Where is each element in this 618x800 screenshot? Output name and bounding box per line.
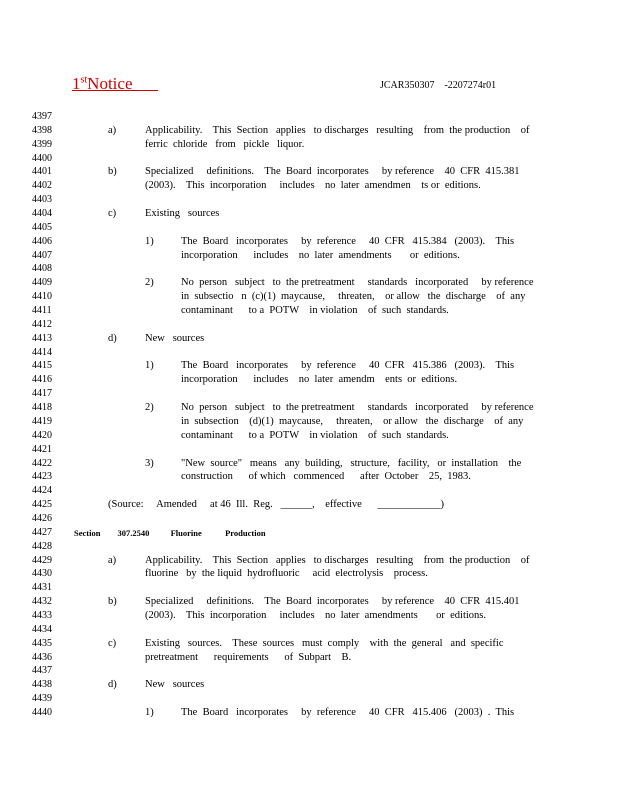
line-number: 4398	[32, 124, 52, 136]
body-line: ferric chloride from pickle liquor.	[145, 138, 305, 150]
body-line: a)	[108, 124, 117, 136]
line-number: 4418	[32, 402, 52, 414]
body-line: incorporation includes no later amendments or editions.	[181, 249, 460, 261]
body-line: contaminant to a POTW in violation of such standards.	[181, 305, 449, 317]
body-line: incorporation includes no later amendm ents or editions.	[181, 374, 458, 386]
body-line: c)	[108, 208, 117, 220]
line-number: 4411	[32, 305, 52, 317]
line-number: 4439	[32, 693, 52, 705]
document-code: JCAR350307 -2207274r01	[380, 80, 497, 91]
body-line: 1)	[145, 235, 154, 247]
line-number: 4435	[32, 637, 52, 649]
line-number: 4416	[32, 374, 52, 386]
body-line: pretreatment requirements of Subpart B.	[145, 651, 352, 663]
body-line: Existing sources	[145, 208, 220, 220]
body-line: Applicability. This Section applies to discharges resulting from the production of	[145, 124, 530, 136]
body-line: No person subject to the pretreatment standards incorporated by reference	[181, 277, 534, 289]
notice-underline-trail	[133, 74, 159, 93]
line-number: 4433	[32, 609, 52, 621]
line-number: 4402	[32, 180, 52, 192]
line-number: 4440	[32, 706, 52, 718]
body-line: Specialized definitions. The Board incorporates by reference 40 CFR 415.381	[145, 166, 520, 178]
line-number: 4426	[32, 512, 52, 524]
body-line: New sources	[145, 679, 205, 691]
line-number: 4417	[32, 388, 52, 400]
line-number: 4424	[32, 485, 52, 497]
body-line: contaminant to a POTW in violation of such standards.	[181, 429, 449, 441]
line-number: 4407	[32, 249, 52, 261]
line-number: 4425	[32, 499, 52, 511]
line-number: 4410	[32, 291, 52, 303]
body-line: 1)	[145, 360, 154, 372]
line-number: 4430	[32, 568, 52, 580]
line-number: 4408	[32, 263, 52, 275]
line-number: 4422	[32, 457, 52, 469]
body-line: a)	[108, 554, 117, 566]
body-line: in subsectio n (c)(1) maycause, threaten, or allow the discharge of any	[181, 291, 526, 303]
body-line: (Source: Amended at 46 Ill. Reg. ______, effective ____________)	[108, 499, 445, 511]
body-line: The Board incorporates by reference 40 CFR 415.406 (2003) . This	[181, 706, 515, 718]
body-line: Specialized definitions. The Board incorporates by reference 40 CFR 415.401	[145, 596, 520, 608]
line-number: 4429	[32, 554, 52, 566]
line-number: 4423	[32, 471, 52, 483]
body-line: Existing sources. These sources must comply with the general and specific	[145, 637, 504, 649]
body-line: "New source" means any building, structure, facility, or installation the	[181, 457, 522, 469]
body-line: b)	[108, 166, 117, 178]
line-number: 4412	[32, 318, 52, 330]
line-number: 4404	[32, 208, 52, 220]
line-number: 4414	[32, 346, 52, 358]
body-line: No person subject to the pretreatment standards incorporated by reference	[181, 402, 534, 414]
body-line: in subsection (d)(1) maycause, threaten, or allow the discharge of any	[181, 415, 524, 427]
line-number: 4405	[32, 221, 52, 233]
line-number: 4438	[32, 679, 52, 691]
line-number: 4406	[32, 235, 52, 247]
body-line: fluorine by the liquid hydrofluoric acid electrolysis process.	[145, 568, 428, 580]
body-line: c)	[108, 637, 117, 649]
body-line: construction of which commenced after October 25, 1983.	[181, 471, 471, 483]
body-line: 3)	[145, 457, 154, 469]
line-number: 4401	[32, 166, 52, 178]
body-line: Applicability. This Section applies to discharges resulting from the production of	[145, 554, 530, 566]
body-line: 2)	[145, 277, 154, 289]
body-line: New sources	[145, 332, 205, 344]
line-number: 4399	[32, 138, 52, 150]
body-line: (2003). This incorporation includes no later amendments or editions.	[145, 609, 486, 621]
line-number: 4428	[32, 540, 52, 552]
line-number: 4437	[32, 665, 52, 677]
notice-number: 1	[72, 74, 81, 93]
line-number: 4413	[32, 332, 52, 344]
line-number: 4403	[32, 194, 52, 206]
line-number: 4400	[32, 152, 52, 164]
line-number: 4415	[32, 360, 52, 372]
notice-heading	[72, 74, 158, 94]
section-heading: Section 307.2540 Fluorine Production	[74, 527, 266, 538]
body-line: b)	[108, 596, 117, 608]
body-line: The Board incorporates by reference 40 CFR 415.384 (2003). This	[181, 235, 515, 247]
line-number: 4421	[32, 443, 52, 455]
body-line: 2)	[145, 402, 154, 414]
notice-word: Notice	[87, 74, 133, 93]
line-number: 4431	[32, 582, 52, 594]
body-line: The Board incorporates by reference 40 CFR 415.386 (2003). This	[181, 360, 515, 372]
body-line: 1)	[145, 706, 154, 718]
line-number: 4420	[32, 429, 52, 441]
body-line: (2003). This incorporation includes no later amendmen ts or editions.	[145, 180, 481, 192]
line-number: 4436	[32, 651, 52, 663]
line-number: 4409	[32, 277, 52, 289]
body-line: d)	[108, 679, 117, 691]
line-number: 4427	[32, 526, 52, 538]
line-number: 4419	[32, 415, 52, 427]
line-number: 4434	[32, 623, 52, 635]
line-number: 4397	[32, 111, 52, 122]
line-number: 4432	[32, 596, 52, 608]
notice-ordinal-suffix: st	[80, 74, 88, 86]
body-line: d)	[108, 332, 117, 344]
